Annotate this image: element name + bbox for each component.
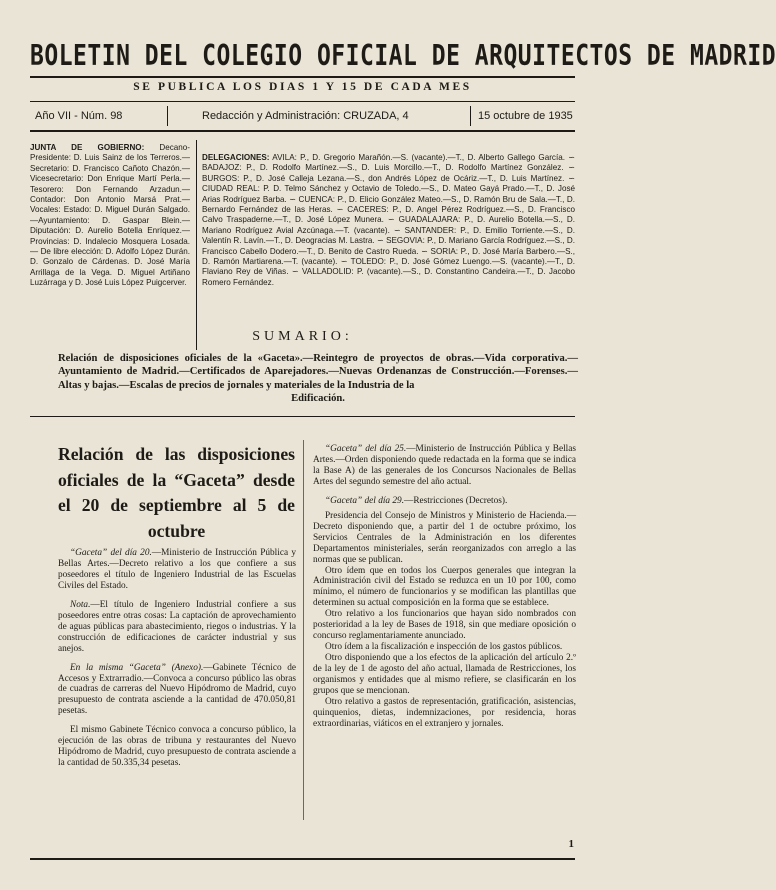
issue-number: Año VII - Núm. 98	[35, 110, 123, 122]
sumario-text	[58, 352, 578, 406]
article-paragraph: Otro relativo a los funcionarios que hayan sido nombrados con posterioridad a la ley de Bases de 1918, sin que mediare oposición o concurso reglamentariamente anunciado.	[313, 609, 576, 642]
article-paragraph: El mismo Gabinete Técnico convoca a concurso público, la ejecución de las obras de tribuna y restaurantes del Nuevo Hipódromo de Madrid, cuyo presupuesto de contrata asciende a la cantidad de 50.335,34 pesetas.	[58, 725, 296, 769]
masthead-rule	[30, 76, 575, 78]
delegaciones-text: AVILA: P., D. Gregorio Marañón.—S. (vacante).—T., D. Alberto Gallego García. ∽ BADAJOZ: P., D. Rodolfo Martínez.—S., D. Luis Morcillo.—T., D. Rodolfo Martínez González. ∽ BURGOS: P., D. José Calleja Lezana.—S., don Andrés López de Ocáriz.—T., D. Luis Martínez. ∽ CIUDAD REAL: P. D. Telmo Sánchez y Octavio de Toledo.—S., D. Mateo Gayá Prado.—T., D. José Arias Rodríguez Barba. ∽ CUENCA: P., D. Elicio González Mateo.—S., D. Ramón Bru de Sala.—T., D. Bernardo Fernández de las Heras. ∽ CACERES: P., D. Angel Pérez Rodríguez.—S., D. Francisco Calvo Traspaderne.—T., D. José López Munera. ∽ GUADALAJARA: P., D. Aurelio Botella.—S., D. Mariano Rodríguez Avial Azcúnaga.—T. (vacante). ∽ SANTANDER: P., D. Emilio Torriente.—S., D. Valentín R. Lavín.—T., D. Deogracias M. Lastra. ∽ SEGOVIA: P., D. Mariano García Rodríguez.—S., D. Francisco Cabello Dodero.—T., D. Benito de Castro Rueda. ∽ SORIA: P., D. José María Barbero.—S., D. Ramón Martiarena.—T. (vacante). ∽ TOLEDO: P., D. José Gómez Luengo.—S. (vacante).—T., D. Flaviano Rey de Viñas. ∽ VALLADOLID: P. (vacante).—S., D. Constantino Candeira.—T., D. Jacobo Romero Fernández.	[202, 153, 575, 287]
delegaciones	[202, 153, 575, 288]
editorial-address: Redacción y Administración: CRUZADA, 4	[202, 110, 409, 122]
junta-de-gobierno	[30, 143, 190, 289]
info-divider	[167, 106, 168, 126]
article-paragraph: Otro disponiendo que a los efectos de la aplicación del artículo 2.º de la ley de 1 de agosto del año actual, llamada de Restricciones, los organismos y entidades que al mismo refiere, se clasificarán en los grupos que se mencionan.	[313, 653, 576, 697]
sumario-last-line: Edificación.	[291, 393, 345, 405]
article-column-divider	[303, 440, 304, 820]
article-paragraph: Otro relativo a gastos de representación, gratificación, asistencias, quinquenios, dietas, indemnizaciones, por residencia, horas extraordinarias, viáticos en el extranjero y jornales.	[313, 696, 576, 729]
article-paragraph: “Gaceta” del día 29.—Restricciones (Decretos).	[325, 495, 508, 506]
junta-text: Decano-Presidente: D. Luis Sainz de los Terreros.—Secretario: D. Francisco Cañoto Chazón.—Vicesecretario: Don Enrique Martí Perla.—Tesorero: Don Fernando Arzadun.—Contador: Don Antonio Marsá Prat.—Vocales: Estado: D. Miguel Durán Salgado.—Ayuntamiento: D. Gaspar Blein.—Diputación: D. Aurelio Botella Enríquez.—Provincias: D. Indalecio Mosquera Losada. — De libre elección: D. Adolfo López Durán. D. Gonzalo de Cárdenas. D. José María Arrillaga de la Vega. D. Miguel Artiñano Luzárraga y D. José Luis López Puigcerver.	[30, 143, 190, 288]
delegaciones-label: DELEGACIONES:	[202, 153, 270, 162]
info-bar	[30, 104, 575, 128]
article-paragraph: En la misma “Gaceta” (Anexo).—Gabinete Técnico de Accesos y Extrarradio.—Convoca a concurso público las obras de cuadras de carreras del Nuevo Hipódromo de Madrid, cuyo presupuesto de contrata asciende a la cantidad de 470.050,81 pesetas.	[58, 662, 296, 717]
column-divider	[196, 140, 197, 350]
masthead-title: BOLETIN DEL COLEGIO OFICIAL DE ARQUITECTOS DE MADRID	[30, 40, 776, 73]
page-number: 1	[568, 838, 574, 850]
article-paragraph: Nota.—El título de Ingeniero Industrial confiere a sus poseedores entre otras cosas: La captación de aprovechamiento de aguas públicas para abastecimiento, riegos o industrias. Y la construcción de edificaciones de carácter industrial y sus anejos.	[58, 599, 296, 654]
info-rule-bottom	[30, 130, 575, 132]
masthead-subtitle: SE PUBLICA LOS DIAS 1 Y 15 DE CADA MES	[133, 81, 472, 93]
issue-date: 15 octubre de 1935	[478, 110, 573, 122]
article-paragraph: “Gaceta” del día 25.—Ministerio de Instrucción Pública y Bellas Artes.—Orden disponiendo quede redactada en la forma que se indica la Base A) de las generales de los Concursos Nacionales de Bellas Artes del segundo semestre del año actual.	[313, 444, 576, 487]
article-paragraph: Presidencia del Consejo de Ministros y Ministerio de Hacienda.—Decreto disponiendo que, a partir del 1 de octubre próximo, los Servicios Centrales de la Administración en los diferentes Departamentos ministeriales, serán reorganizados con arreglo a las normas que se publican.	[313, 510, 576, 565]
article-paragraph: Otro ídem que en todos los Cuerpos generales que integran la Administración civil del Estado se reduzca en un 10 por 100, como mínimo, el número de funcionarios y se modifican las plantillas que determinen su actual composición en la forma que se establece.	[313, 565, 576, 609]
sumario-rule	[30, 416, 575, 417]
info-divider	[470, 106, 471, 126]
info-rule-top	[30, 101, 575, 102]
article-right-column	[313, 444, 576, 730]
sumario-body: Relación de disposiciones oficiales de la «Gaceta».—Reintegro de proyectos de obras.—Vida corporativa.—Ayuntamiento de Madrid.—Certificados de Aparejadores.—Nuevas Ordenanzas de Construcción.—Forenses.—Altas y bajas.—Escalas de precios de jornales y materiales de la Industria de la	[58, 353, 578, 391]
article-headline: Relación de las disposiciones oficiales de la “Gaceta” desde el 20 de septiembre al 5 de octubre	[58, 444, 295, 541]
article-left-column	[58, 548, 296, 773]
article-paragraph: Otro ídem a la fiscalización e inspección de los gastos públicos.	[325, 642, 563, 653]
sumario-title: SUMARIO:	[252, 329, 353, 344]
footer-rule	[30, 858, 575, 860]
article-paragraph: “Gaceta” del día 20.—Ministerio de Instrucción Pública y Bellas Artes.—Decreto relativo a los que confiere a sus poseedores el título de Ingeniero Industrial de las Escuelas Civiles del Estado.	[58, 548, 296, 591]
junta-label: JUNTA DE GOBIERNO:	[30, 143, 145, 152]
